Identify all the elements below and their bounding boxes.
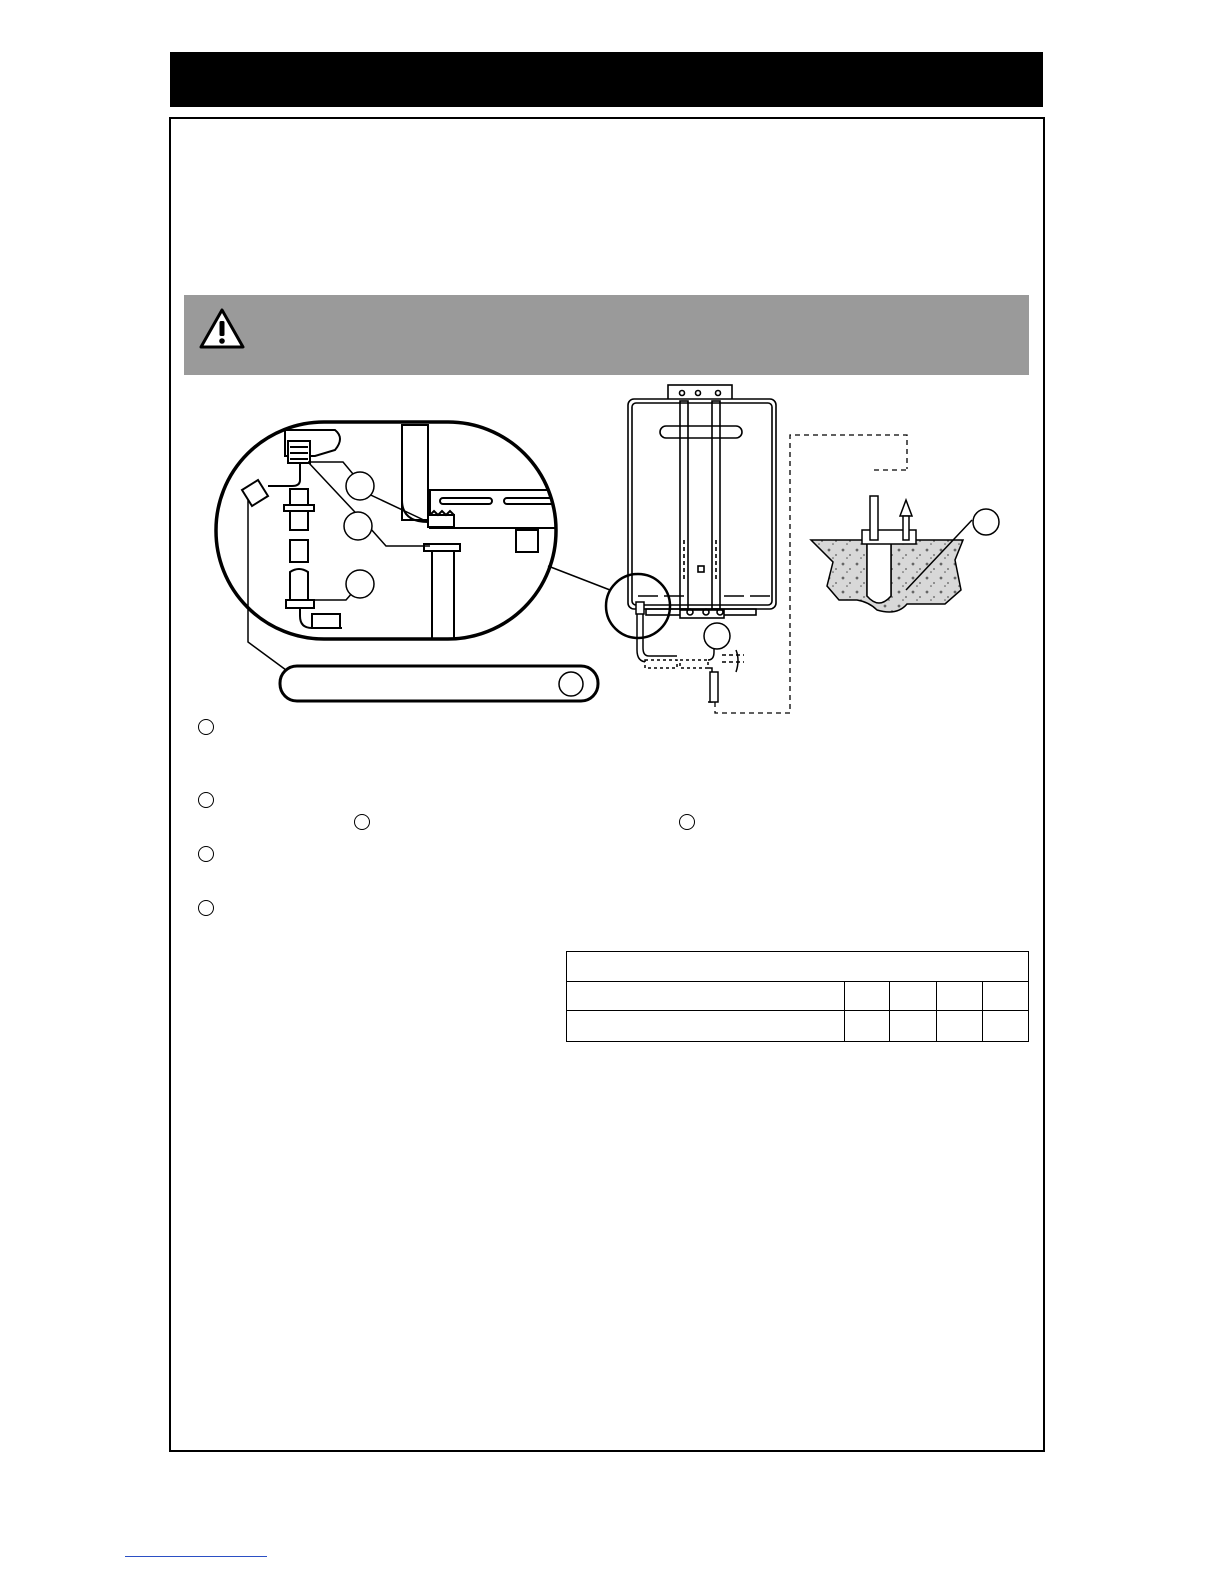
spec-table (566, 951, 1029, 1042)
spec-table-col-divider (982, 981, 983, 1041)
step-marker-1 (198, 719, 214, 735)
floor-drain (811, 496, 972, 612)
inline-marker-a (354, 814, 370, 830)
detail-callout-pill (559, 672, 583, 696)
detail-callout-middle (344, 512, 372, 540)
spec-table-col-divider (844, 981, 845, 1041)
floor-drain-callout (973, 509, 999, 535)
step-marker-2 (198, 792, 214, 808)
spec-table-row-divider (567, 1010, 1028, 1011)
spec-table-col-divider (936, 981, 937, 1041)
step-marker-4 (198, 900, 214, 916)
detail-magnifier (216, 422, 610, 701)
spec-table-row-divider (567, 981, 1028, 982)
detail-callout-lower (346, 570, 374, 598)
inline-marker-b (679, 814, 695, 830)
spec-table-col-divider (889, 981, 890, 1041)
footer-link-underline[interactable] (125, 1556, 267, 1557)
step-marker-3 (198, 846, 214, 862)
water-heater-unit (628, 385, 776, 618)
unit-drain-callout (704, 623, 730, 649)
detail-callout-top (346, 472, 374, 500)
